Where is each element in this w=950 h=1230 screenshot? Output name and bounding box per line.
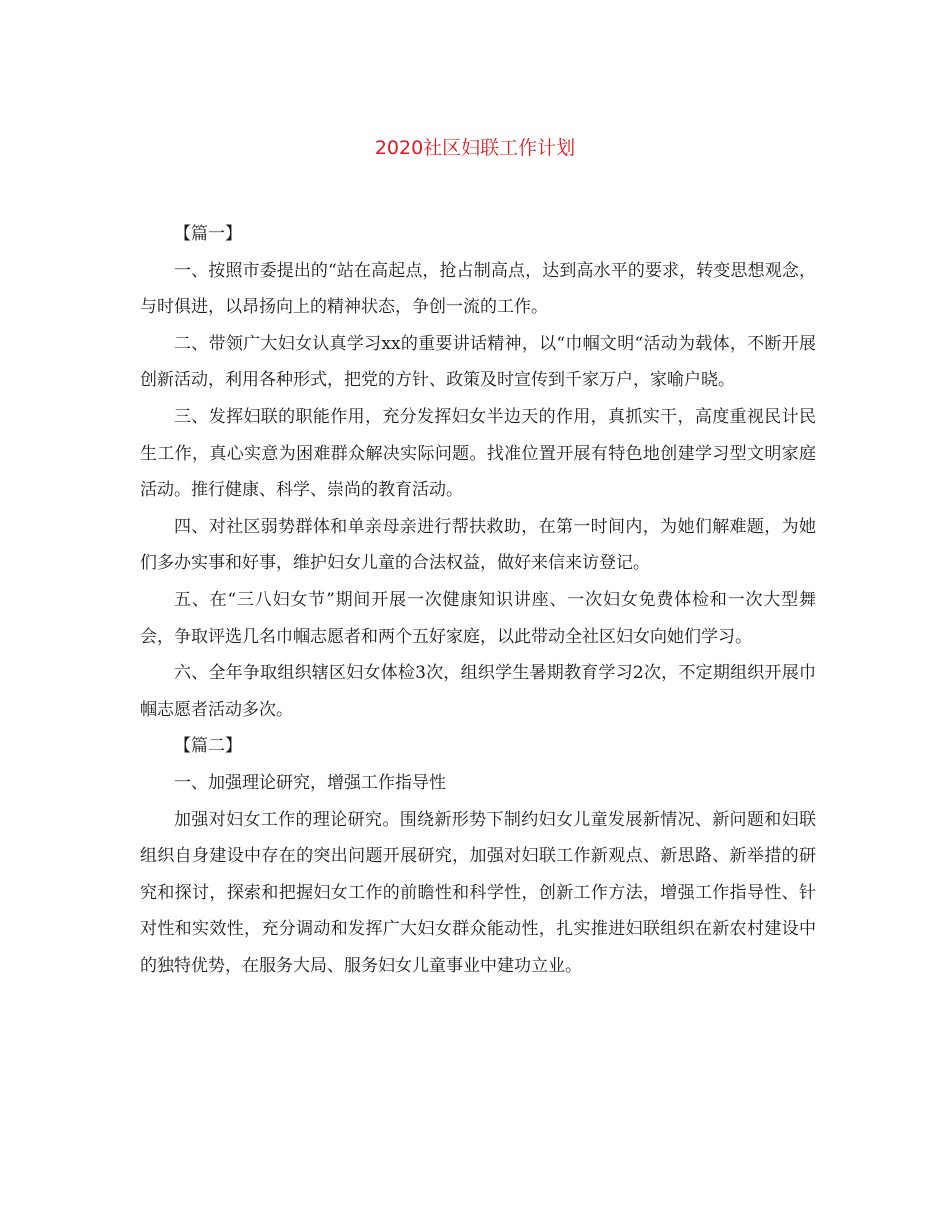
section-heading-2: 【篇二】 <box>174 736 242 757</box>
section-1-paragraph-2: 二、带领广大妇女认真学习xx的重要讲话精神，以“巾帼文明“活动为载体，不断开展创新活动，利用各种形式，把党的方针、政策及时宣传到千家万户，家喻户晓。 <box>140 333 816 391</box>
section-1-paragraph-5: 五、在“三八妇女节”期间开展一次健康知识讲座、一次妇女免费体检和一次大型舞会，争取评选几名巾帼志愿者和两个五好家庭，以此带动全社区妇女向她们学习。 <box>140 589 816 647</box>
section-1-paragraph-6: 六、全年争取组织辖区妇女体检3次，组织学生暑期教育学习2次，不定期组织开展巾帼志愿者活动多次。 <box>140 663 816 720</box>
section-2-subheading: 一、加强理论研究，增强工作指导性 <box>174 772 446 793</box>
section-1-paragraph-3: 三、发挥妇联的职能作用，充分发挥妇女半边天的作用，真抓实干，高度重视民计民生工作，真心实意为困难群众解决实际问题。找准位置开展有特色地创建学习型文明家庭活动。推行健康、科学、崇尚的教育活动。 <box>140 406 816 501</box>
document-title: 2020社区妇联工作计划 <box>374 137 576 159</box>
section-2-paragraph-1: 加强对妇女工作的理论研究。围绕新形势下制约妇女儿童发展新情况、新问题和妇联组织自身建设中存在的突出问题开展研究，加强对妇联工作新观点、新思路、新举措的研究和探讨，探索和把握妇女工作的前瞻性和科学性，创新工作方法，增强工作指导性、针对性和实效性，充分调动和发挥广大妇女群众能动性，扎实推进妇联组织在新农村建设中的独特优势，在服务大局、服务妇女儿童事业中建功立业。 <box>140 809 816 976</box>
section-1-paragraph-1: 一、按照市委提出的“站在高起点，抢占制高点，达到高水平的要求，转变思想观念，与时俱进，以昂扬向上的精神状态，争创一流的工作。 <box>140 260 816 318</box>
section-1-paragraph-4: 四、对社区弱势群体和单亲母亲进行帮扶救助，在第一时间内，为她们解难题，为她们多办实事和好事，维护妇女儿童的合法权益，做好来信来访登记。 <box>140 516 816 574</box>
document-body <box>140 216 816 984</box>
section-heading-1: 【篇一】 <box>174 224 242 244</box>
